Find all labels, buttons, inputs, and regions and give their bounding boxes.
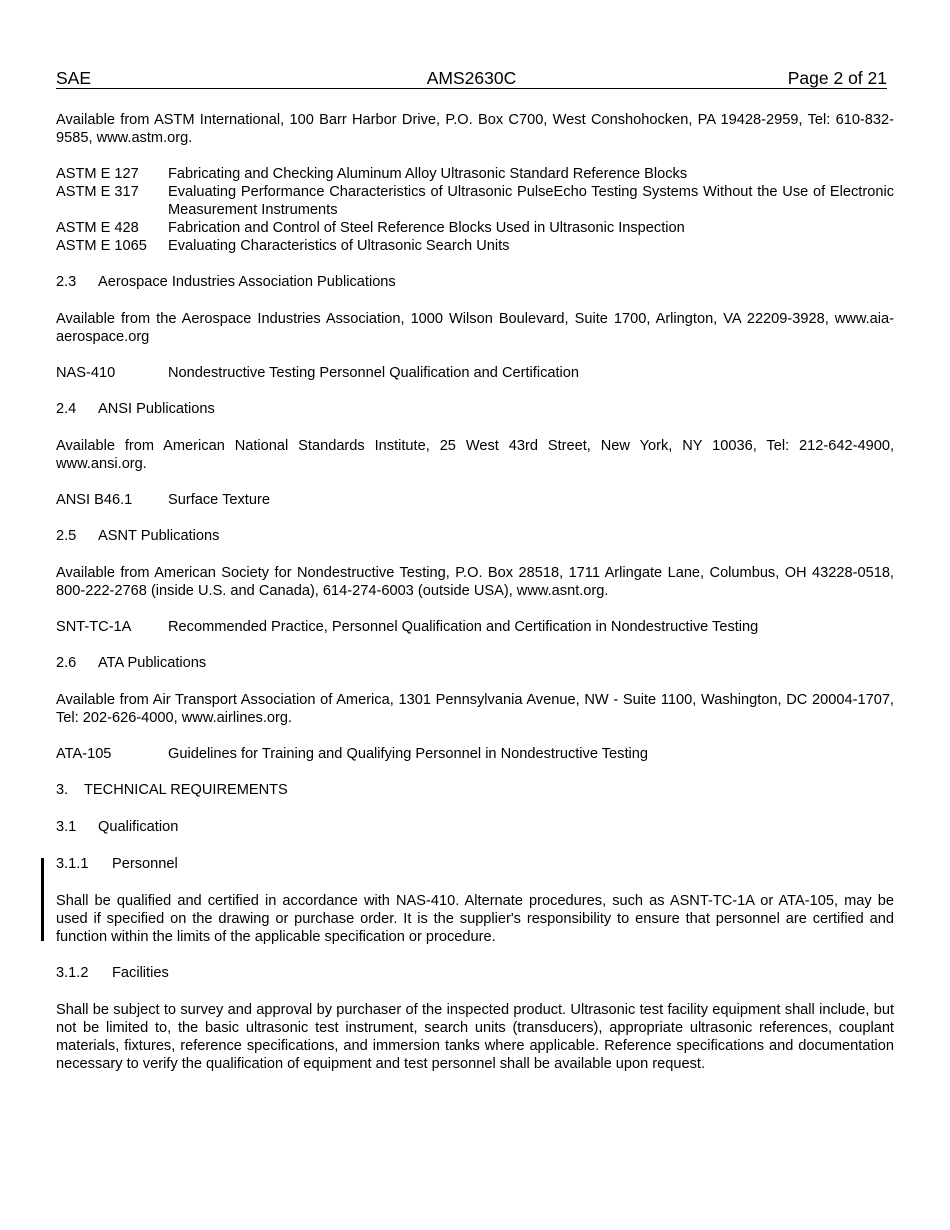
reference-title: Evaluating Performance Characteristics of Ultrasonic PulseEcho Testing Systems Without the Use of Electronic Measurement Instruments bbox=[168, 184, 894, 218]
section-title: ATA Publications bbox=[98, 655, 207, 671]
aia-reference-list bbox=[56, 364, 894, 382]
reference-title: Evaluating Characteristics of Ultrasonic Search Units bbox=[168, 238, 510, 254]
reference-item bbox=[56, 237, 894, 255]
ansi-reference-list bbox=[56, 491, 894, 509]
header-doc-number: AMS2630C bbox=[426, 68, 517, 88]
section-title: Facilities bbox=[112, 965, 169, 981]
reference-title: Nondestructive Testing Personnel Qualification and Certification bbox=[168, 365, 580, 381]
section-number: 3.1 bbox=[56, 819, 77, 835]
reference-title: Guidelines for Training and Qualifying Personnel in Nondestructive Testing bbox=[168, 746, 648, 762]
reference-code: ASTM E 428 bbox=[56, 220, 139, 236]
reference-code: ANSI B46.1 bbox=[56, 492, 133, 508]
section-title: ASNT Publications bbox=[98, 528, 220, 544]
aia-availability: Available from the Aerospace Industries Association, 1000 Wilson Boulevard, Suite 1700, Arlington, VA 22209-3928, www.aia-aerospace.org bbox=[56, 311, 894, 345]
section-heading-3-1 bbox=[56, 818, 894, 836]
header-org: SAE bbox=[56, 68, 92, 88]
reference-title: Surface Texture bbox=[168, 492, 270, 508]
document-body bbox=[56, 111, 894, 1091]
section-number: 2.3 bbox=[56, 274, 77, 290]
reference-code: ASTM E 127 bbox=[56, 166, 139, 182]
astm-reference-list bbox=[56, 165, 894, 255]
reference-code: SNT-TC-1A bbox=[56, 619, 132, 635]
reference-item bbox=[56, 618, 894, 636]
section-heading-2-6 bbox=[56, 654, 894, 672]
facilities-paragraph: Shall be subject to survey and approval by purchaser of the inspected product. Ultrasonic test facility equipment shall include, but not be limited to, the basic ultrasonic test instrument, search units (transducers), appropriate ultrasonic references, couplant materials, fixtures, reference specifications, and immersion tanks where applicable. Reference specifications and documentation necessary to verify the qualification of equipment and test personnel shall be available upon request. bbox=[56, 1002, 894, 1072]
section-number: 2.4 bbox=[56, 401, 77, 417]
astm-availability: Available from ASTM International, 100 Barr Harbor Drive, P.O. Box C700, West Conshohocken, PA 19428-2959, Tel: 610-832-9585, www.astm.org. bbox=[56, 112, 894, 146]
section-heading-2-4 bbox=[56, 400, 894, 418]
reference-item bbox=[56, 183, 894, 219]
section-title: TECHNICAL REQUIREMENTS bbox=[84, 782, 288, 798]
section-heading-2-5 bbox=[56, 527, 894, 545]
reference-title: Fabrication and Control of Steel Reference Blocks Used in Ultrasonic Inspection bbox=[168, 220, 685, 236]
section-heading-3-1-2 bbox=[56, 964, 894, 982]
personnel-paragraph: Shall be qualified and certified in accordance with NAS-410. Alternate procedures, such as ASNT-TC-1A or ATA-105, may be used if specified on the drawing or purchase order. It is the supplier's responsibility to ensure that personnel are certified and function within the limits of the applicable specification or procedure. bbox=[56, 893, 894, 945]
section-title: Personnel bbox=[112, 856, 178, 872]
page-header bbox=[56, 68, 887, 89]
reference-code: ASTM E 1065 bbox=[56, 238, 147, 254]
section-number: 2.6 bbox=[56, 655, 77, 671]
revision-bar bbox=[41, 858, 44, 941]
section-title: Aerospace Industries Association Publications bbox=[98, 274, 396, 290]
section-number: 3.1.2 bbox=[56, 965, 89, 981]
section-heading-2-3 bbox=[56, 273, 894, 291]
reference-title: Fabricating and Checking Aluminum Alloy Ultrasonic Standard Reference Blocks bbox=[168, 166, 688, 182]
section-heading-3 bbox=[56, 781, 894, 799]
reference-item bbox=[56, 491, 894, 509]
reference-item bbox=[56, 219, 894, 237]
section-title: ANSI Publications bbox=[98, 401, 215, 417]
reference-item bbox=[56, 165, 894, 183]
section-title: Qualification bbox=[98, 819, 179, 835]
ata-availability: Available from Air Transport Association of America, 1301 Pennsylvania Avenue, NW - Suite 1100, Washington, DC 20004-1707, Tel: 202-626-4000, www.airlines.org. bbox=[56, 692, 894, 726]
reference-item bbox=[56, 745, 894, 763]
header-page-number: Page 2 of 21 bbox=[787, 68, 887, 88]
asnt-availability: Available from American Society for Nondestructive Testing, P.O. Box 28518, 1711 Arlingate Lane, Columbus, OH 43228-0518, 800-222-2768 (inside U.S. and Canada), 614-274-6003 (outside USA), www.asnt.org. bbox=[56, 565, 894, 599]
asnt-reference-list bbox=[56, 618, 894, 636]
ansi-availability: Available from American National Standards Institute, 25 West 43rd Street, New York, NY 10036, Tel: 212-642-4900, www.ansi.org. bbox=[56, 438, 894, 472]
reference-code: ATA-105 bbox=[56, 746, 112, 762]
reference-item bbox=[56, 364, 894, 382]
section-number: 3.1.1 bbox=[56, 856, 89, 872]
reference-code: ASTM E 317 bbox=[56, 184, 139, 200]
section-number: 2.5 bbox=[56, 528, 77, 544]
section-heading-3-1-1 bbox=[56, 855, 894, 873]
section-number: 3. bbox=[56, 782, 69, 798]
reference-title: Recommended Practice, Personnel Qualification and Certification in Nondestructive Testing bbox=[168, 619, 759, 635]
reference-code: NAS-410 bbox=[56, 365, 116, 381]
ata-reference-list bbox=[56, 745, 894, 763]
